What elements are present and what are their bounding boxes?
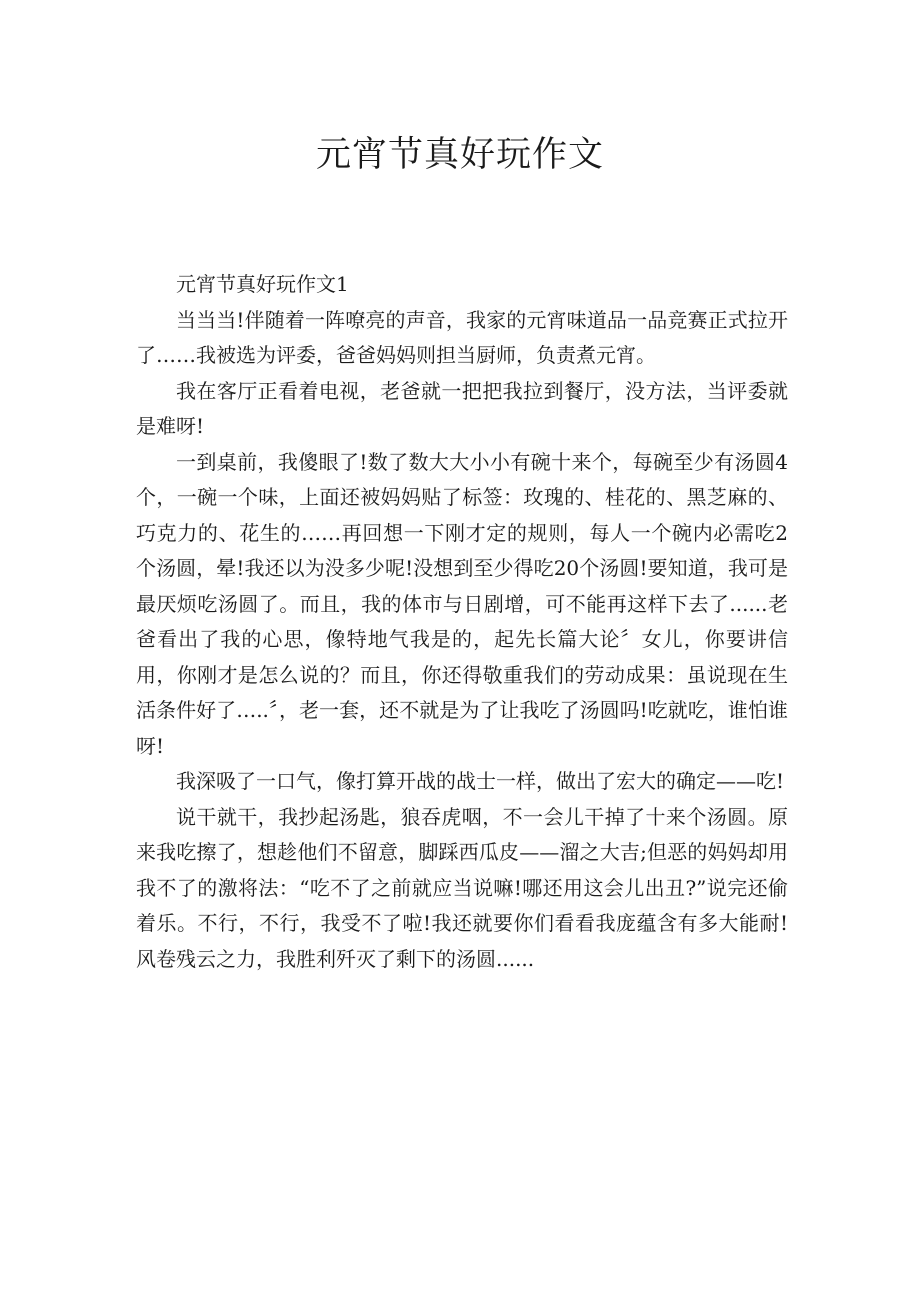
document-body (136, 267, 788, 977)
section-heading: 元宵节真好玩作文1 (176, 272, 349, 296)
paragraph-5: 说干就干，我抄起汤匙，狼吞虎咽，不一会儿干掉了十来个汤圆。原来我吃擦了，想趁他们不留意，脚踩西瓜皮——溜之大吉;但恶的妈妈却用我不了的激将法：“吃不了之前就应当说嘛!哪还用这会儿出丑?”说完还偷着乐。不行，不行，我受不了啦!我还就要你们看看我庞蕴含有多大能耐!风卷残云之力，我胜利歼灭了剩下的汤圆...... (136, 804, 788, 971)
paragraph-2: 我在客厅正看着电视，老爸就一把把我拉到餐厅，没方法，当评委就是难呀! (136, 378, 788, 438)
document-title: 元宵节真好玩作文 (315, 135, 604, 175)
paragraph-4: 我深吸了一口气，像打算开战的战士一样，做出了宏大的确定——吃! (176, 769, 785, 793)
paragraph-3: 一到桌前，我傻眼了!数了数大大小小有碗十来个，每碗至少有汤圆4个，一碗一个味，上面还被妈妈贴了标签：玫瑰的、桂花的、黑芝麻的、巧克力的、花生的……再回想一下刚才定的规则，每人一个碗内必需吃2个汤圆，晕!我还以为没多少呢!没想到至少得吃20个汤圆!要知道，我可是最厌烦吃汤圆了。而且，我的体市与日剧增，可不能再这样下去了......老爸看出了我的心思，像特地气我是的，起先长篇大论〞女儿，你要讲信用，你刚才是怎么说的？而且，你还得敬重我们的劳动成果：虽说现在生活条件好了…..〞，老一套，还不就是为了让我吃了汤圆吗!吃就吃，谁怕谁呀! (136, 449, 788, 758)
paragraph-1: 当当当!伴随着一阵嘹亮的声音，我家的元宵味道品一品竞赛正式拉开了……我被选为评委，爸爸妈妈则担当厨师，负责煮元宵。 (136, 307, 788, 367)
